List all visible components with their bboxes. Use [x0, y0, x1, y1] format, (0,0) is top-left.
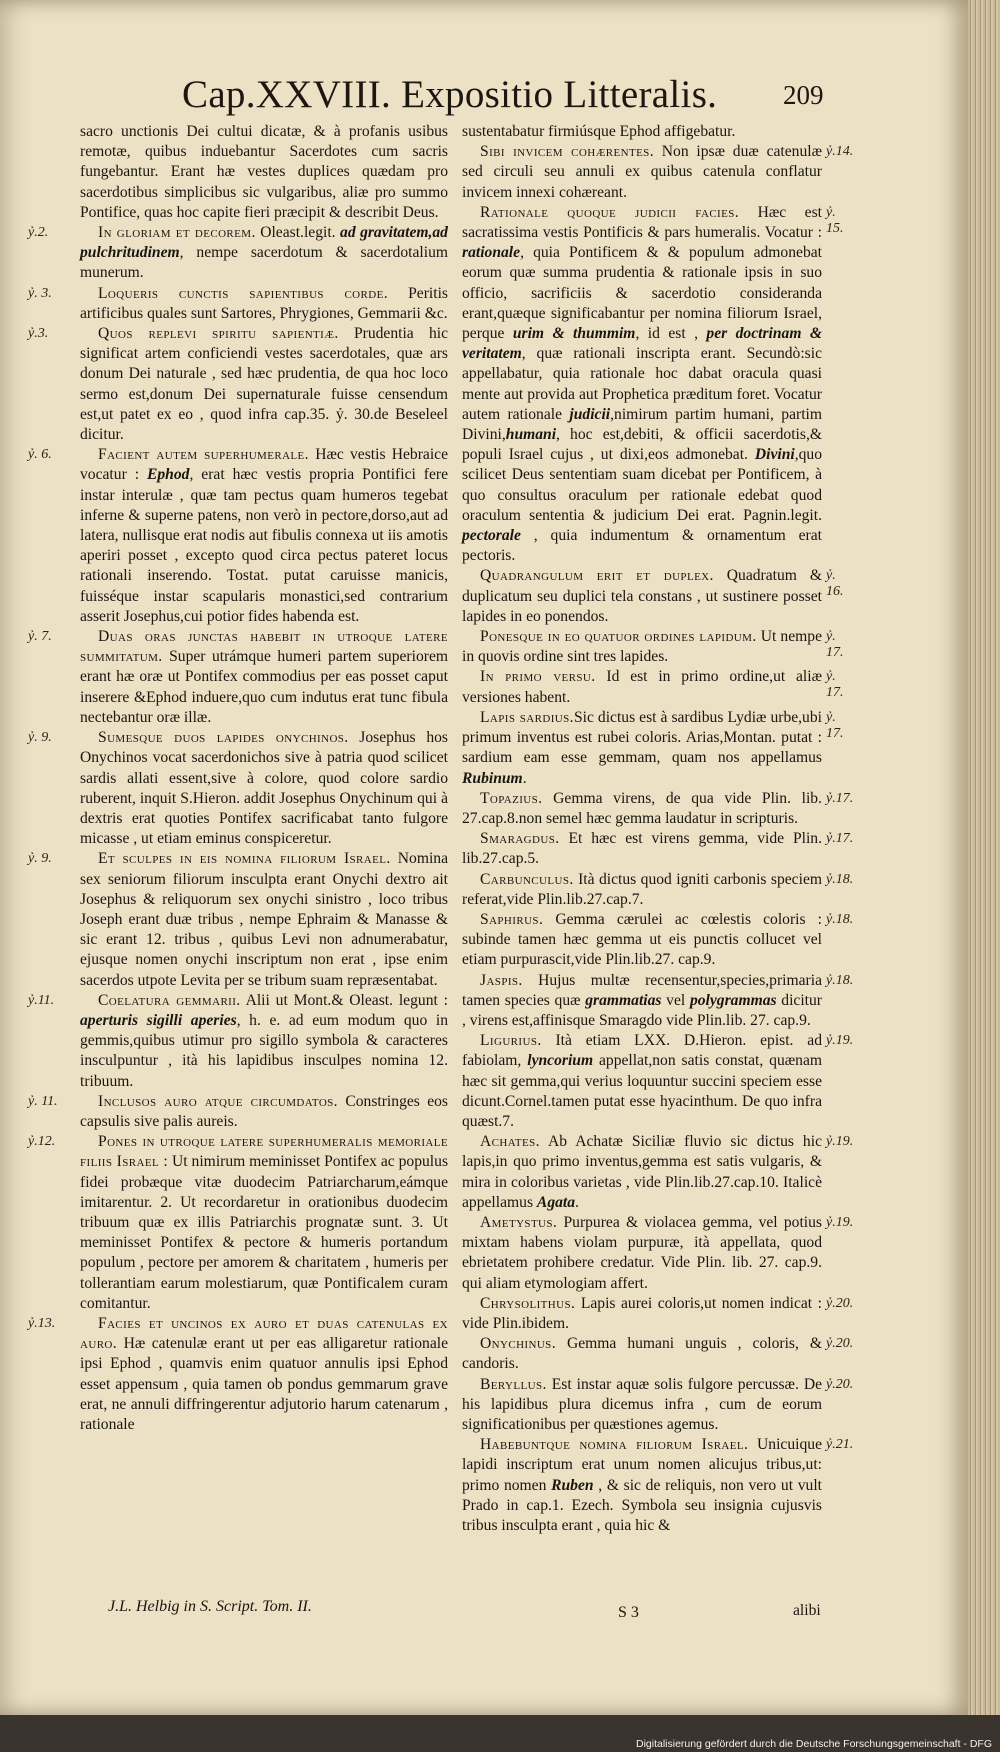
lemma-text: Et sculpes in eis nomina filiorum Israel. [98, 850, 391, 868]
lemma-text: Onychinus. [480, 1335, 556, 1353]
body-text: Quadratum & duplicatum seu duplici tela constans , ut sustinere posset lapides in eo ponendos. [462, 567, 823, 625]
emphasis-text: pectorale [462, 527, 521, 545]
body-text: Ità etiam LXX. D.Hieron. epist. ad fabiolam, [462, 1032, 822, 1070]
lemma-text: Carbunculus. [480, 870, 574, 888]
lemma-text: Chrysolithus. [480, 1294, 576, 1312]
paragraph [80, 1092, 448, 1132]
lemma-text: Topazius. [480, 789, 543, 807]
emphasis-text: Rubinum [462, 769, 523, 787]
lemma-text: Loqueris cunctis sapientibus corde. [98, 284, 389, 302]
emphasis-text: judicii [569, 405, 611, 423]
lemma-text: Saphirus. [480, 910, 544, 928]
body-text: sustentabatur firmiúsque Ephod affigebatur. [462, 123, 736, 140]
paragraph [80, 1132, 448, 1314]
paragraph [462, 1294, 822, 1334]
verse-marker: ỷ.17. [826, 791, 854, 806]
body-text: , nempe sacerdotum & sacerdotalium munerum. [80, 244, 448, 282]
verse-marker: ỷ.12. [28, 1134, 56, 1149]
lemma-text: In gloriam et decorem. [98, 224, 256, 242]
paragraph [462, 1435, 822, 1536]
paragraph [80, 122, 448, 223]
body-text: Ità dictus quod igniti carbonis speciem referat,vide Plin.lib.27.cap.7. [462, 870, 822, 908]
paragraph [462, 1031, 822, 1132]
lemma-text: In primo versu. [480, 668, 596, 686]
body-text: vel [661, 991, 690, 1009]
verse-marker: ỷ. 11. [28, 1094, 58, 1109]
left-column [28, 122, 449, 1435]
verse-marker: ỷ. 15. [826, 205, 844, 236]
body-text: Super utrámque humeri partem superiorem erant hæ oræ ut Pontifex commodius per eas posset caput inserere &Ephod induere,quo cum indutus erat tunc fibula nectebantur oræ illæ. [80, 648, 448, 726]
paragraph [462, 971, 822, 1032]
paragraph [462, 1132, 822, 1213]
paragraph [462, 1213, 822, 1294]
paragraph [462, 708, 822, 789]
body-text: Ab Achatæ Siciliæ fluvio sic dictus hic lapis,in quo primo inventus,gemma est satis vulgaris, & mira in coloribus varietas , vide Plin.lib.27.cap.10. Italicè appellamus [462, 1133, 822, 1211]
dfg-footer-text: Digitalisierung gefördert durch die Deutsche Forschungsgemeinschaft - DFG [635, 1738, 992, 1750]
verse-marker: ỷ.18. [826, 912, 854, 927]
emphasis-text: Ruben [551, 1476, 594, 1494]
emphasis-text: Agata [536, 1193, 576, 1211]
emphasis-text: Divini [754, 446, 795, 464]
body-text: Lapis aurei coloris,ut nomen indicat : vide Plin.ibidem. [462, 1294, 822, 1332]
chapter-title: Cap.XXVIII. Expositio Litteralis. [182, 73, 718, 116]
lemma-text: Sumesque duos lapides onychinos. [98, 729, 349, 747]
lemma-text: Quos replevi spiritu sapientiæ. [98, 325, 339, 343]
body-text: Nomina sex seniorum filiorum insculpta erant Onychi dextro ait Josephus & reliquorum sex onychi sinistro , loco tribus Joseph erant duæ tribus , nempe Ephraim & Manasse & sic erant 12. tribus , quibus Levi non adnumerabatur, ejusque nomen onychi inscriptum non erat , ipse enim sacerdos utpote Levita per se tribum suam repræsentabat. [80, 850, 448, 989]
body-text: Id est in primo ordine,ut aliæ versiones habent. [462, 668, 822, 706]
verse-marker: ỷ.13. [28, 1316, 56, 1331]
verse-marker: ỷ. 17. [826, 710, 844, 741]
lemma-text: Facient autem superhumerale. [98, 446, 309, 464]
paragraph [80, 1314, 448, 1435]
body-text: Et hæc est virens gemma, vide Plin. lib.27.cap.5. [462, 830, 822, 868]
lemma-text: Facies et uncinos ex auro et duas catenulas ex auro. [80, 1314, 448, 1353]
verse-marker: ỷ.21. [826, 1437, 854, 1452]
body-text: Prudentia hic significat artem conficiendi vestes sacerdotales, quæ ars donum Dei naturale , sed hæc prudentia, de qua hoc loco sermo est,donum Dei supernaturale fuisse censendum est,ut patet ex eo , quod infra cap.35. ỷ. 30.de Beseleel dicitur. [80, 325, 448, 444]
emphasis-text: urim & thummim [512, 325, 636, 343]
body-text: appellat,non satis constat, quænam hæc sit gemma,qui verius loquuntur succini speciem esse dicunt.Cornel.tamen putat esse hyacinthum. De quo infra quæst.7. [462, 1052, 822, 1130]
paragraph [462, 789, 822, 829]
body-text: Gemma cærulei ac cœlestis coloris : subinde tamen hæc gemma ut eis punctis collucet vel etiam purpurascit,vide Plin.lib.27. cap.9. [462, 910, 822, 969]
paragraph [80, 728, 448, 849]
body-text: Constringes eos capsulis sive palis aureis. [80, 1092, 449, 1130]
paragraph [80, 284, 448, 324]
lemma-text: Rationale quoque judicii facies. [480, 203, 740, 221]
verse-marker: ỷ.17. [826, 831, 854, 846]
verse-marker: ỷ. 16. [826, 568, 844, 599]
body-text: Peritis artificibus quales sunt Sartores, Phrygiones, Gemmarii &c. [80, 284, 448, 322]
paragraph [80, 849, 448, 990]
verse-marker: ỷ.19. [826, 1134, 854, 1149]
body-text: Hæ catenulæ erant ut per eas alligaretur rationale ipsi Ephod , quamvis enim quatuor annulis ipsi Ephod esset appensum , quia tamen ob pondus gemmarum grave erat, ne annuli diffringerentur adjutorio harum catenarum , rationale [80, 1335, 448, 1433]
paragraph [80, 324, 448, 445]
verse-marker: ỷ.20. [826, 1296, 854, 1311]
verse-marker: ỷ. 9. [28, 730, 52, 745]
body-text: Hæc est sacratissima vestis Pontificis & pars humeralis. Vocatur : [462, 203, 823, 242]
body-text: Alii ut Mont.& Oleast. legunt : [240, 991, 448, 1009]
body-text: Sic dictus est à sardibus Lydiæ urbe,ubi primum inventus est rubei coloris. Arias,Montan. putat : sardium eam esse gemmam, quam nos appellamus [462, 708, 822, 767]
paragraph [80, 223, 448, 284]
emphasis-text: aperturis sigilli aperies [80, 1011, 237, 1029]
lemma-text: Smaragdus. [480, 830, 560, 848]
verse-marker: ỷ.20. [826, 1377, 854, 1392]
lemma-text: Beryllus. [480, 1375, 547, 1393]
paragraph [80, 627, 448, 728]
body-text: , h. e. ad eum modum quo in gemmis,quibus utimur pro sigillo symbola & caracteres insculpuntur , ità his lapidibus insculpes nomina 12. tribuum. [80, 1011, 448, 1090]
emphasis-text: polygrammas [689, 991, 777, 1009]
paragraph [462, 203, 822, 567]
verse-marker: ỷ. 9. [28, 851, 52, 866]
signature-mark: S 3 [618, 1604, 639, 1621]
emphasis-text: rationale [462, 244, 521, 262]
paragraph [462, 122, 822, 142]
right-column [462, 122, 854, 1536]
body-text: Non ipsæ duæ catenulæ sed circuli seu annuli ex quibus catenula conflatur invicem innexi cohæreant. [462, 143, 823, 201]
page-edge [968, 0, 1000, 1752]
lemma-text: Achates. [480, 1133, 540, 1151]
body-text: . [575, 1193, 579, 1211]
emphasis-text: Ephod [146, 466, 190, 484]
verse-marker: ỷ.18. [826, 973, 854, 988]
paragraph [462, 142, 822, 203]
paragraph [462, 870, 822, 910]
body-text: , & sic de reliquis, non vero ut vult Prado in cap.1. Ezech. Symbola seu insignia cujusvis tribus insculpta erant , quia hic & [462, 1476, 822, 1535]
paragraph [462, 1334, 822, 1374]
page-number: 209 [783, 80, 824, 110]
body-text: Gemma virens, de qua vide Plin. lib. 27.cap.8.non semel hæc gemma laudatur in scripturis. [462, 789, 822, 827]
body-text: dicitur , virens est,affinisque Smaragdo vide Plin.lib. 27. cap.9. [462, 991, 822, 1029]
body-text: , quia Pontificem & & populum admonebat eorum quæ summa prudentia & rationale ipsis in suo officio, sacrificiis & sacerdotio consideranda erant,quæque significabantur per nomina filiorum Israel, perque [462, 244, 822, 343]
emphasis-text: per doctrinam & veritatem [462, 325, 823, 363]
emphasis-text: grammatias [585, 991, 662, 1009]
lemma-text: Habebuntque nomina filiorum Israel. [480, 1436, 749, 1454]
paragraph [462, 627, 822, 667]
verse-marker: ỷ.2. [28, 225, 49, 240]
body-text: , quia indumentum & ornamentum erat pectoris. [462, 527, 822, 565]
verse-marker: ỷ. 17. [826, 669, 844, 700]
body-text: sacro unctionis Dei cultui dicatæ, & à profanis usibus remotæ, quibus induebantur Sacerdotes cum sacris fungebantur. Erant hæ vestes duplices quædam pro sacerdotibus simplicibus sic vulgaribus, aliæ pro summo Pontifice, quas hoc capite fieri præcipit & describit Deus. [80, 123, 448, 221]
body-text: Hæc vestis Hebraice vocatur : [80, 446, 448, 484]
paragraph [462, 667, 822, 707]
lemma-text: Ametystus. [480, 1213, 558, 1231]
body-text: ,quo scilicet Deus sententiam suam dicebat per Pontificem, à quo consultus oraculum per rationale edebat quod oraculum sententia & judicium Dei erat. Pagnin.legit. [462, 446, 822, 524]
body-text: Est instar aquæ solis fulgore percussæ. De his lapidibus plura dicemus infra , cum de eorum significationibus per quæstiones agemus. [462, 1375, 822, 1433]
lemma-text: Lapis sardius. [480, 708, 574, 726]
body-text: , id est , [635, 325, 707, 343]
verse-marker: ỷ.20. [826, 1336, 854, 1351]
body-text: ,nimirum partim humani, partim Divini, [462, 405, 822, 444]
emphasis-text: humani [505, 426, 557, 444]
lemma-text: Ponesque in eo quatuor ordines lapidum. [480, 628, 757, 646]
lemma-text: Pones in utroque latere superhumeralis memoriale filiis Israel : [80, 1133, 448, 1171]
body-text: , erat hæc vestis propria Pontifici fere instar interulæ , quæ tam pectus quam humeros tegebat inferne & superne patens, non verò in pectore,dorso,aut ad latera, nullisque erat nodis aut fibulis connexa ut iis amotis aperiri posset , excepto quod circa pectus pateret locus rationali inserendo. Tostat. putat caruisse manicis, fuisséque instar scapularis monastici,sed contrarium asserit Josephus,cui potior fides habenda est. [80, 466, 448, 625]
verse-marker: ỷ.14. [826, 144, 854, 159]
paragraph [80, 991, 448, 1092]
verse-marker: ỷ.18. [826, 872, 854, 887]
body-text: Josephus hos Onychinos vocat sacerdonichos sive à patria quod scilicet sardis allati essent,sive à colore, quod colore sardio ruberent, inquit S.Hieron. addit Josephus Onychinum qui à dextris erat quoties Pontifex sacrificabat tanto fulgore micasse , ut etiam eminus conspiceretur. [80, 729, 448, 848]
body-text: Ut nimirum meminisset Pontifex ac populus fidei probæque vitæ duodecim Patriarcharum,eámque imitarentur. 2. Ut recordaretur in orationibus duodecim tribuum quæ ex illis Patriarchis prognatæ sunt. 3. Ut meminisset Pontifex & pectore & humeris portandum populum , pectore per amorem & charitatem , humeris per tollerantiam earum molestiarum, quæ Pontificalem curam comitantur. [80, 1153, 449, 1312]
lemma-text: Sibi invicem cohærentes. [480, 143, 655, 161]
paragraph [462, 1375, 822, 1436]
paragraph [462, 566, 822, 627]
lemma-text: Quadrangulum erit et duplex. [480, 567, 714, 585]
body-text: , hoc est,debiti, & officii sacerdotis,& populi Israel cujus , ut dixi,eos admonebat. [462, 426, 822, 464]
lemma-text: Ligurius. [480, 1032, 542, 1050]
body-text: Gemma humani unguis , coloris, & candoris. [462, 1335, 822, 1373]
lemma-text: Coelatura gemmarii. [98, 991, 241, 1009]
paragraph [80, 445, 448, 627]
body-text: Hujus multæ recensentur,species,primaria tamen species quæ [462, 971, 822, 1009]
body-text: Unicuique lapidi inscriptum erat unum nomen alicujus tribus,ut: primo nomen [462, 1436, 822, 1494]
body-text: Oleast.legit. [255, 224, 341, 242]
body-text: Ut nempe in quovis ordine sint tres lapides. [462, 628, 822, 666]
paragraph [462, 829, 822, 869]
body-text: . [522, 769, 527, 787]
body-text: Purpurea & violacea gemma, vel potius mixtam habens violam purpuræ, ità appellata, quod ebrietatem prohibere credatur. Vide Plin. lib. 27. cap.9. qui aliam etymologiam affert. [462, 1213, 822, 1292]
verse-marker: ỷ. 7. [28, 629, 52, 644]
lemma-text: Inclusos auro atque circumdatos. [98, 1092, 338, 1110]
printer-signature-note: J.L. Helbig in S. Script. Tom. II. [108, 1598, 312, 1615]
lemma-text: Jaspis. [480, 971, 523, 989]
verse-marker: ỷ.3. [28, 326, 49, 341]
verse-marker: ỷ.11. [28, 993, 55, 1008]
catchword: alibi [793, 1602, 821, 1619]
verse-marker: ỷ. 3. [28, 286, 52, 301]
emphasis-text: ad gravitatem,ad pulchritudinem [80, 224, 448, 262]
verse-marker: ỷ.19. [826, 1215, 854, 1230]
emphasis-text: lyncorium [527, 1052, 594, 1070]
verse-marker: ỷ. 17. [826, 629, 844, 660]
verse-marker: ỷ. 6. [28, 447, 52, 462]
paragraph [462, 910, 822, 971]
lemma-text: Duas oras junctas habebit in utroque latere summitatum. [80, 628, 448, 666]
body-text: , quæ rationali inscripta erant. Secundò:sic appellabatur, quia rationale hoc dabat oracula quasi mente aut provida aut Prophetica præditum foret. Vocatur autem rationale [462, 345, 822, 423]
verse-marker: ỷ.19. [826, 1033, 854, 1048]
